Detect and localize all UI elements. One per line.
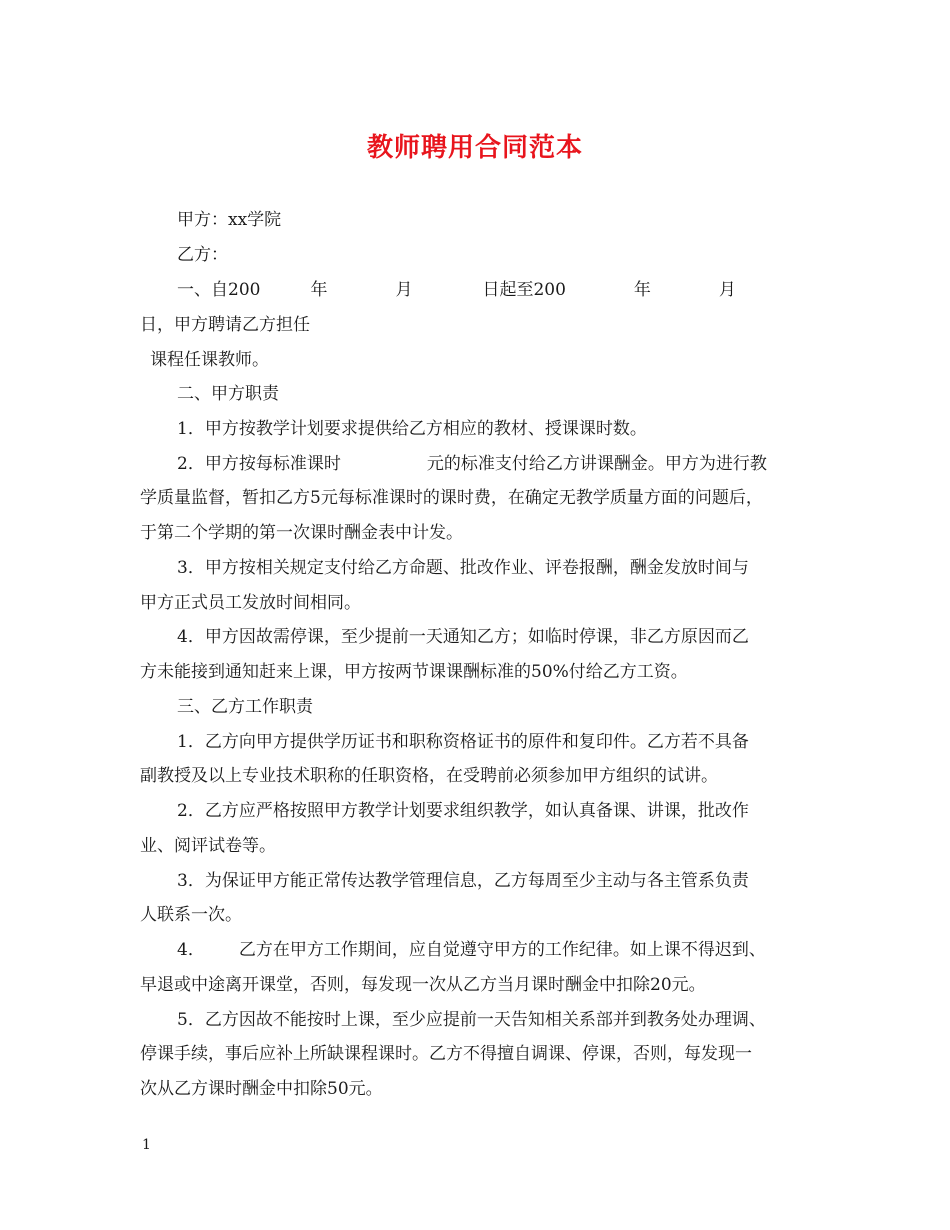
party-b-line: 乙方： [177,245,228,265]
clause1-line2: 日，甲方聘请乙方担任 [140,315,310,335]
s3-item5-line3: 次从乙方课时酬金中扣除50元。 [140,1079,383,1099]
s2-item2-line2: 学质量监督，暂扣乙方5元每标准课时的课时费，在确定无教学质量方面的问题后， [140,488,763,508]
s3-item1-line1: 1．乙方向甲方提供学历证书和职称资格证书的原件和复印件。乙方若不具备 [177,732,749,752]
s3-item4-line1 [177,938,766,962]
s2-item2-line3: 于第二个学期的第一次课时酬金表中计发。 [140,523,463,543]
clause1-month: 月 [395,280,413,300]
clause1-line1 [177,278,736,302]
s2-item2-b: 元的标准支付给乙方讲课酬金。甲方为进行教 [426,454,767,474]
s3-item4-num: 4． [177,940,205,960]
s2-item4-line1: 4．甲方因故需停课，至少提前一天通知乙方；如临时停课，非乙方原因而乙 [177,627,749,647]
s2-item3-line2: 甲方正式员工发放时间相同。 [140,593,361,613]
s2-item2-a: 2．甲方按每标准课时 [177,454,341,474]
clause1-line3: 课程任课教师。 [150,350,269,370]
s3-item3-line1: 3．为保证甲方能正常传达教学管理信息，乙方每周至少主动与各主管系负责 [177,871,749,891]
document-title: 教师聘用合同范本 [366,133,583,163]
section2-heading: 二、甲方职责 [177,384,279,404]
section3-heading: 三、乙方工作职责 [177,697,313,717]
clause1-month2: 月 [718,280,736,300]
clause1-end: 日起至200 [482,280,566,300]
s2-item2-line1 [177,452,767,476]
clause1-year2: 年 [633,280,651,300]
clause1-start: 一、自200 [177,280,261,300]
s3-item3-line2: 人联系一次。 [140,905,242,925]
s3-item5-line1: 5．乙方因故不能按时上课，至少应提前一天告知相关系部并到教务处办理调、 [177,1010,766,1030]
s2-item1: 1．甲方按教学计划要求提供给乙方相应的教材、授课课时数。 [177,419,647,439]
s2-item4-line2: 方未能接到通知赶来上课，甲方按两节课课酬标准的50%付给乙方工资。 [140,662,688,682]
s3-item5-line2: 停课手续，事后应补上所缺课程课时。乙方不得擅自调课、停课，否则，每发现一 [140,1044,752,1064]
s3-item4-text: 乙方在甲方工作期间，应自觉遵守甲方的工作纪律。如上课不得迟到、 [238,940,766,960]
s3-item4-line2: 早退或中途离开课堂，否则，每发现一次从乙方当月课时酬金中扣除20元。 [140,975,706,995]
page-number: 1 [142,1137,151,1153]
s3-item1-line2: 副教授及以上专业技术职称的任职资格，在受聘前必须参加甲方组织的试讲。 [140,766,718,786]
s3-item2-line2: 业、阅评试卷等。 [140,836,276,856]
s2-item3-line1: 3．甲方按相关规定支付给乙方命题、批改作业、评卷报酬，酬金发放时间与 [177,558,749,578]
s3-item2-line1: 2．乙方应严格按照甲方教学计划要求组织教学，如认真备课、讲课，批改作 [177,801,749,821]
party-a-line: 甲方：xx学院 [177,210,282,230]
clause1-year: 年 [310,280,328,300]
